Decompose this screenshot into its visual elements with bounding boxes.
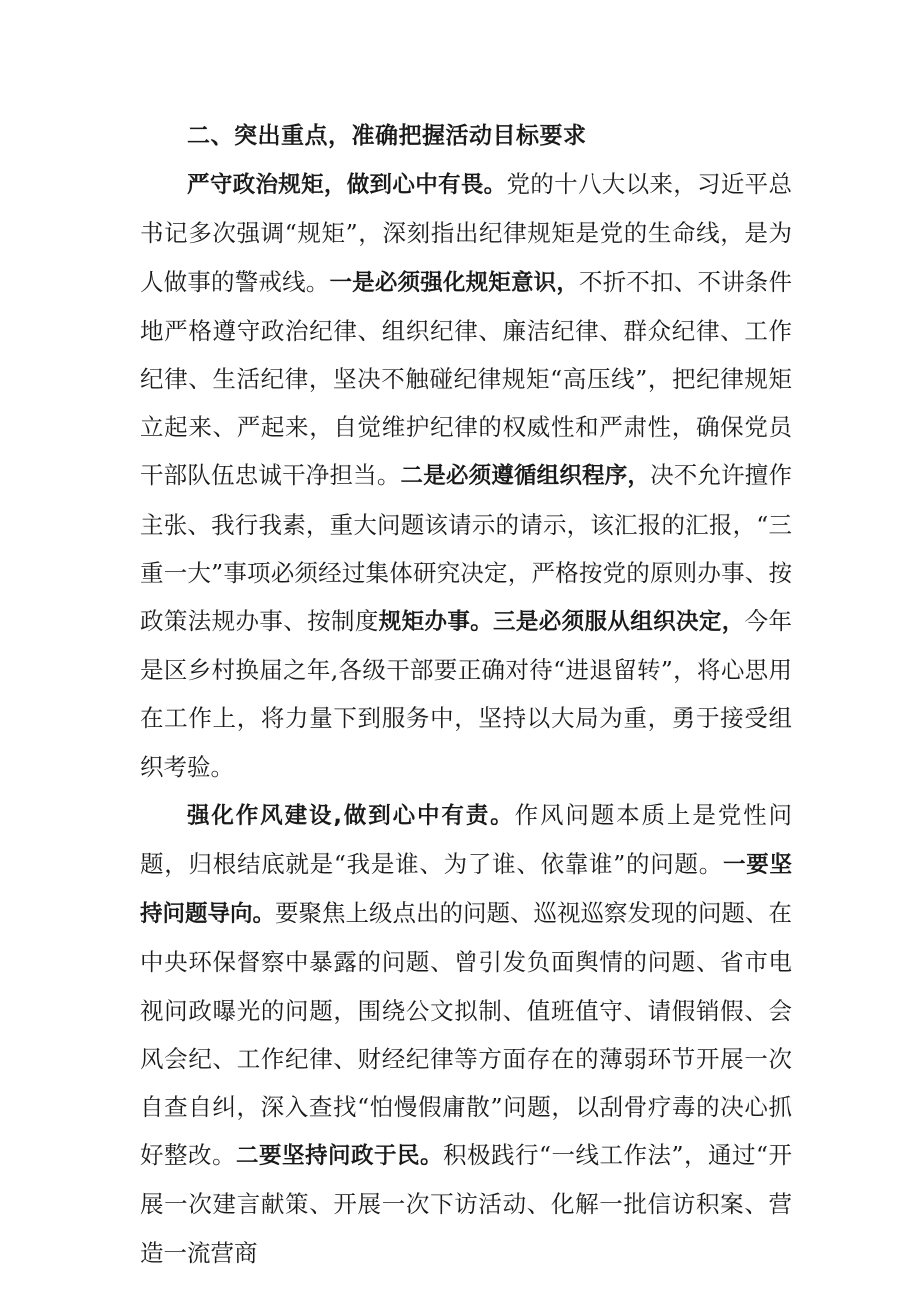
bold-lead: 强化作风建设,做到心中有责。 (187, 802, 515, 829)
bold-point: 一要坚持问题导向。 (140, 852, 792, 928)
paragraph-work-style (140, 791, 792, 1277)
document-body (140, 112, 792, 1277)
paragraph-political-rules (140, 160, 792, 791)
body-text: 作风问题本质上是党性问题，归根结底就是“我是谁、为了谁、依靠谁”的问题。 (140, 800, 792, 879)
bold-lead: 严守政治规矩，做到心中有畏。 (187, 172, 507, 199)
body-text: 决不允许擅作主张、我行我素，重大问题该请示的请示，该汇报的汇报，“三重一大”事项必须经过集体研究决定，严格按党的原则办事、按政策法规办事、按制度 (140, 461, 792, 636)
body-text: 积极践行“一线工作法”，通过“开展一次建言献策、开展一次下访活动、化解一批信访积案、营造一流营商 (140, 1141, 792, 1267)
body-text: 今年是区乡村换届之年,各级干部要正确对待“进退留转”，将心思用在工作上，将力量下到服务中，坚持以大局为重，勇于接受组织考验。 (140, 607, 792, 781)
bold-point: 规矩办事。三是必须服从组织决定， (378, 609, 745, 636)
body-text: 党的十八大以来，习近平总书记多次强调“规矩”，深刻指出纪律规矩是党的生命线，是为人做事的警戒线。 (140, 170, 792, 296)
bold-point: 二要坚持问政于民。 (236, 1143, 443, 1170)
body-text: 要聚焦上级点出的问题、巡视巡察发现的问题、在中央环保督察中暴露的问题、曾引发负面舆情的问题、省市电视问政曝光的问题，围绕公文拟制、值班值守、请假销假、会风会纪、工作纪律、财经纪律等方面存在的薄弱环节开展一次自查自纠，深入查找“怕慢假庸散”问题，以刮骨疗毒的决心抓好整改。 (140, 899, 793, 1170)
bold-point: 一是必须强化规矩意识， (329, 269, 580, 296)
bold-point: 二是必须遵循组织程序， (400, 463, 651, 490)
body-text: 不折不扣、不讲条件地严格遵守政治纪律、组织纪律、廉洁纪律、群众纪律、工作纪律、生活纪律，坚决不触碰纪律规矩“高压线”，把纪律规矩立起来、严起来，自觉维护纪律的权威性和严肃性，确保党员干部队伍忠诚干净担当。 (140, 267, 792, 490)
section-heading: 二、突出重点，准确把握活动目标要求 (187, 123, 587, 149)
